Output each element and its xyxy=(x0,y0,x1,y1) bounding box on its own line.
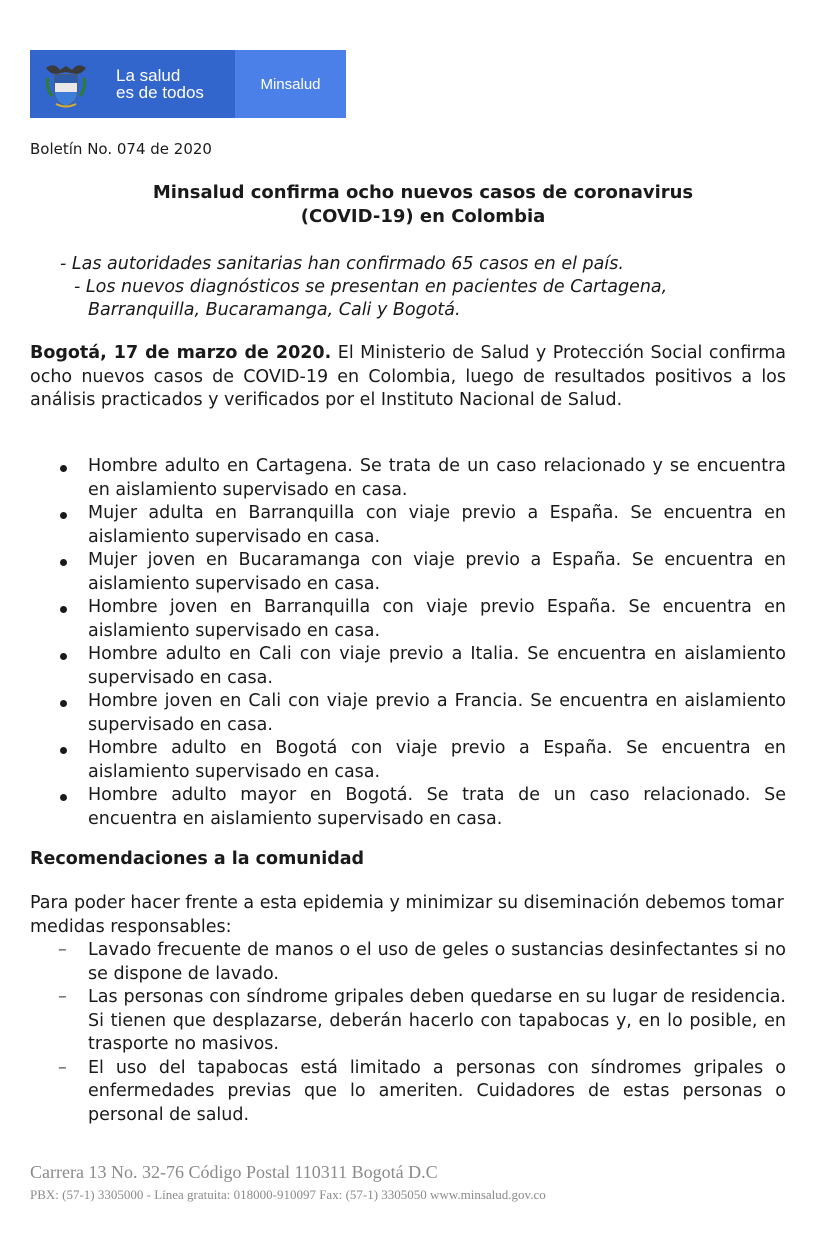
recommendation-item xyxy=(30,939,786,986)
recommendation-item xyxy=(30,986,786,1057)
lead-paragraph xyxy=(30,342,786,413)
logo-brand: Minsalud xyxy=(235,50,346,118)
case-text: Hombre adulto en Cali con viaje previo a Italia. Se encuentra en aislamiento supervisado en casa. xyxy=(88,644,786,688)
footer-address: Carrera 13 No. 32-76 Código Postal 110311 Bogotá D.C xyxy=(30,1162,438,1182)
case-item xyxy=(30,596,786,643)
highlight-item: - Las autoridades sanitarias han confirmado 65 casos en el país. xyxy=(60,254,624,274)
bullet-icon xyxy=(60,700,67,707)
case-text: Mujer joven en Bucaramanga con viaje previo a España. Se encuentra en aislamiento supervisado en casa. xyxy=(88,550,786,594)
recommendation-text: Lavado frecuente de manos o el uso de geles o sustancias desinfectantes si no se dispone de lavado. xyxy=(88,940,786,984)
bullet-icon xyxy=(60,653,67,660)
highlights-list xyxy=(60,253,760,322)
case-item xyxy=(30,455,786,502)
recommendation-text: El uso del tapabocas está limitado a personas con síndromes gripales o enfermedades previas que lo ameriten. Cuidadores de estas personas o personal de salud. xyxy=(88,1057,786,1125)
recommendations-heading: Recomendaciones a la comunidad xyxy=(30,849,365,869)
case-item xyxy=(30,690,786,737)
recommendation-item xyxy=(30,1057,786,1128)
bullet-icon xyxy=(60,559,67,566)
logo-slogan xyxy=(116,67,204,101)
recommendations-list xyxy=(30,939,786,1127)
bullet-icon xyxy=(60,465,67,472)
case-item xyxy=(30,502,786,549)
highlight-item: - Los nuevos diagnósticos se presentan en pacientes de Cartagena, Barranquilla, Bucaramanga, Cali y Bogotá. xyxy=(74,277,668,320)
case-text: Mujer adulta en Barranquilla con viaje previo a España. Se encuentra en aislamiento supervisado en casa. xyxy=(88,503,786,547)
title-line-1: Minsalud confirma ocho nuevos casos de coronavirus xyxy=(152,182,694,203)
case-text: Hombre adulto en Cartagena. Se trata de un caso relacionado y se encuentra en aislamiento supervisado en casa. xyxy=(88,456,786,500)
case-item xyxy=(30,643,786,690)
case-item xyxy=(30,549,786,596)
dash-icon: – xyxy=(58,987,67,1007)
recommendation-text: Las personas con síndrome gripales deben quedarse en su lugar de residencia. Si tienen que desplazarse, deberán hacerlo con tapabocas y, en lo posible, en trasporte no masivos. xyxy=(88,987,786,1054)
case-text: Hombre adulto en Bogotá con viaje previo a España. Se encuentra en aislamiento supervisado en casa. xyxy=(88,738,786,782)
case-text: Hombre joven en Barranquilla con viaje previo España. Se encuentra en aislamiento supervisado en casa. xyxy=(88,597,786,641)
minsalud-logo xyxy=(30,50,346,118)
dash-icon: – xyxy=(58,1057,67,1078)
title-line-2: (COVID-19) en Colombia xyxy=(300,206,546,227)
case-item xyxy=(30,737,786,784)
dateline: Bogotá, 17 de marzo de 2020. xyxy=(30,343,332,363)
footer xyxy=(30,1160,546,1204)
slogan-line-1: La salud xyxy=(116,66,181,85)
bullet-icon xyxy=(60,747,67,754)
slogan-line-2: es de todos xyxy=(116,83,204,102)
bullet-icon xyxy=(60,606,67,613)
bullet-icon xyxy=(60,794,67,801)
page-title xyxy=(30,181,816,229)
case-text: Hombre joven en Cali con viaje previo a Francia. Se encuentra en aislamiento supervisado en casa. xyxy=(88,691,786,735)
recommendations-intro: Para poder hacer frente a esta epidemia y minimizar su diseminación debemos tomar medidas responsables: xyxy=(30,893,784,937)
bullet-icon xyxy=(60,512,67,519)
case-item xyxy=(30,784,786,831)
bulletin-number: Boletín No. 074 de 2020 xyxy=(30,140,212,158)
cases-list xyxy=(30,455,786,831)
logo-slogan-block xyxy=(30,50,235,118)
colombia-coat-of-arms-icon xyxy=(40,58,92,110)
footer-contact: PBX: (57-1) 3305000 - Línea gratuita: 018000-910097 Fax: (57-1) 3305050 www.minsalud.gov.co xyxy=(30,1187,546,1202)
dash-icon: – xyxy=(58,940,67,960)
lead-text: El Ministerio de Salud y Protección Social confirma ocho nuevos casos de COVID-19 en Colombia, luego de resultados positivos a los análisis practicados y verificados por el Instituto Nacional de Salud. xyxy=(30,343,786,410)
case-text: Hombre adulto mayor en Bogotá. Se trata de un caso relacionado. Se encuentra en aislamiento supervisado en casa. xyxy=(88,785,786,829)
